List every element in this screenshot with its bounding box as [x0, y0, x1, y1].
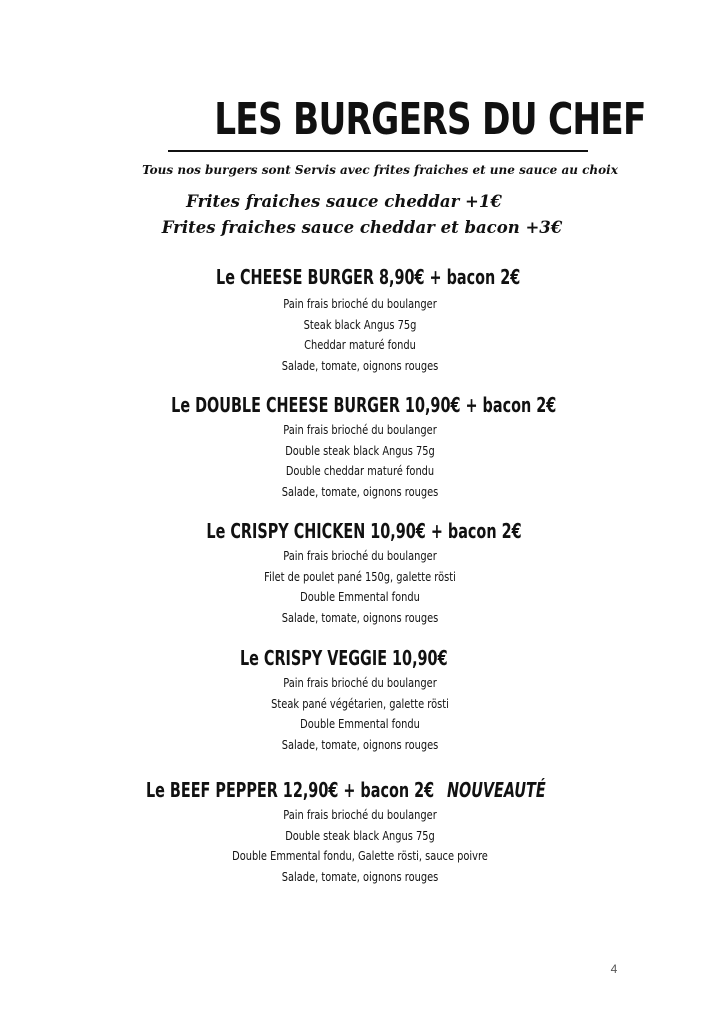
- ingredient-line: Pain frais brioché du boulanger: [283, 808, 437, 822]
- ingredient-line: Double Emmental fondu: [300, 590, 420, 605]
- burger-heading-double-cheese: [2, 391, 724, 419]
- ingredient-line: Double steak black Angus 75g: [285, 443, 435, 458]
- extra-cheddar-bacon: Frites fraiches sauce cheddar et bacon +3€: [161, 218, 563, 237]
- burger-heading-crispy-chicken: [2, 517, 724, 545]
- ingredient-line: Steak pané végétarien, galette rösti: [271, 696, 449, 711]
- burger-heading-text: Le CRISPY CHICKEN 10,90€ + bacon 2€: [206, 519, 522, 543]
- burger-heading-beef-pepper: [0, 776, 708, 804]
- ingredient-line: Steak black Angus 75g: [303, 317, 417, 332]
- ingredient-line: Double Emmental fondu, Galette rösti, sauce poivre: [232, 849, 488, 864]
- ingredient-line: Filet de poulet pané 150g, galette rösti: [264, 569, 456, 584]
- ingredient-line: Double Emmental fondu: [300, 717, 420, 732]
- burger-ingredients-cheese: [0, 294, 722, 377]
- burger-heading-text: Le DOUBLE CHEESE BURGER 10,90€ + bacon 2€: [171, 393, 557, 417]
- ingredient-line: Pain frais brioché du boulanger: [283, 676, 437, 690]
- subtitle: Tous nos burgers sont Servis avec frites fraiches et une sauce au choix: [142, 163, 618, 177]
- extra-cheddar: Frites fraiches sauce cheddar +1€: [186, 192, 502, 211]
- ingredient-line: Double steak black Angus 75g: [285, 828, 435, 843]
- new-badge: NOUVEAUTÉ: [447, 778, 546, 802]
- ingredient-line: Salade, tomate, oignons rouges: [281, 485, 439, 500]
- burger-ingredients-beef-pepper: [0, 805, 722, 888]
- ingredient-line: Pain frais brioché du boulanger: [283, 549, 437, 563]
- burger-heading-text: Le BEEF PEPPER 12,90€ + bacon 2€: [146, 778, 435, 802]
- page-title: LES BURGERS DU CHEF: [214, 94, 646, 145]
- ingredient-line: Salade, tomate, oignons rouges: [281, 870, 439, 885]
- burger-ingredients-crispy-chicken: [0, 546, 722, 629]
- ingredient-line: Salade, tomate, oignons rouges: [281, 359, 439, 374]
- burger-heading-text: Le CRISPY VEGGIE 10,90€: [240, 646, 448, 670]
- burger-heading-crispy-veggie: [0, 644, 706, 672]
- burger-heading-cheese: [6, 263, 724, 291]
- burger-ingredients-crispy-veggie: [0, 673, 722, 756]
- title-underline: [168, 150, 588, 152]
- ingredient-line: Salade, tomate, oignons rouges: [281, 738, 439, 753]
- burger-heading-text: Le CHEESE BURGER 8,90€ + bacon 2€: [215, 265, 521, 289]
- ingredient-line: Double cheddar maturé fondu: [285, 464, 435, 479]
- burger-ingredients-double-cheese: [0, 420, 722, 503]
- ingredient-line: Salade, tomate, oignons rouges: [281, 611, 439, 626]
- page-number: 4: [610, 962, 618, 976]
- ingredient-line: Pain frais brioché du boulanger: [283, 297, 437, 311]
- ingredient-line: Pain frais brioché du boulanger: [283, 423, 437, 437]
- ingredient-line: Cheddar maturé fondu: [304, 338, 416, 353]
